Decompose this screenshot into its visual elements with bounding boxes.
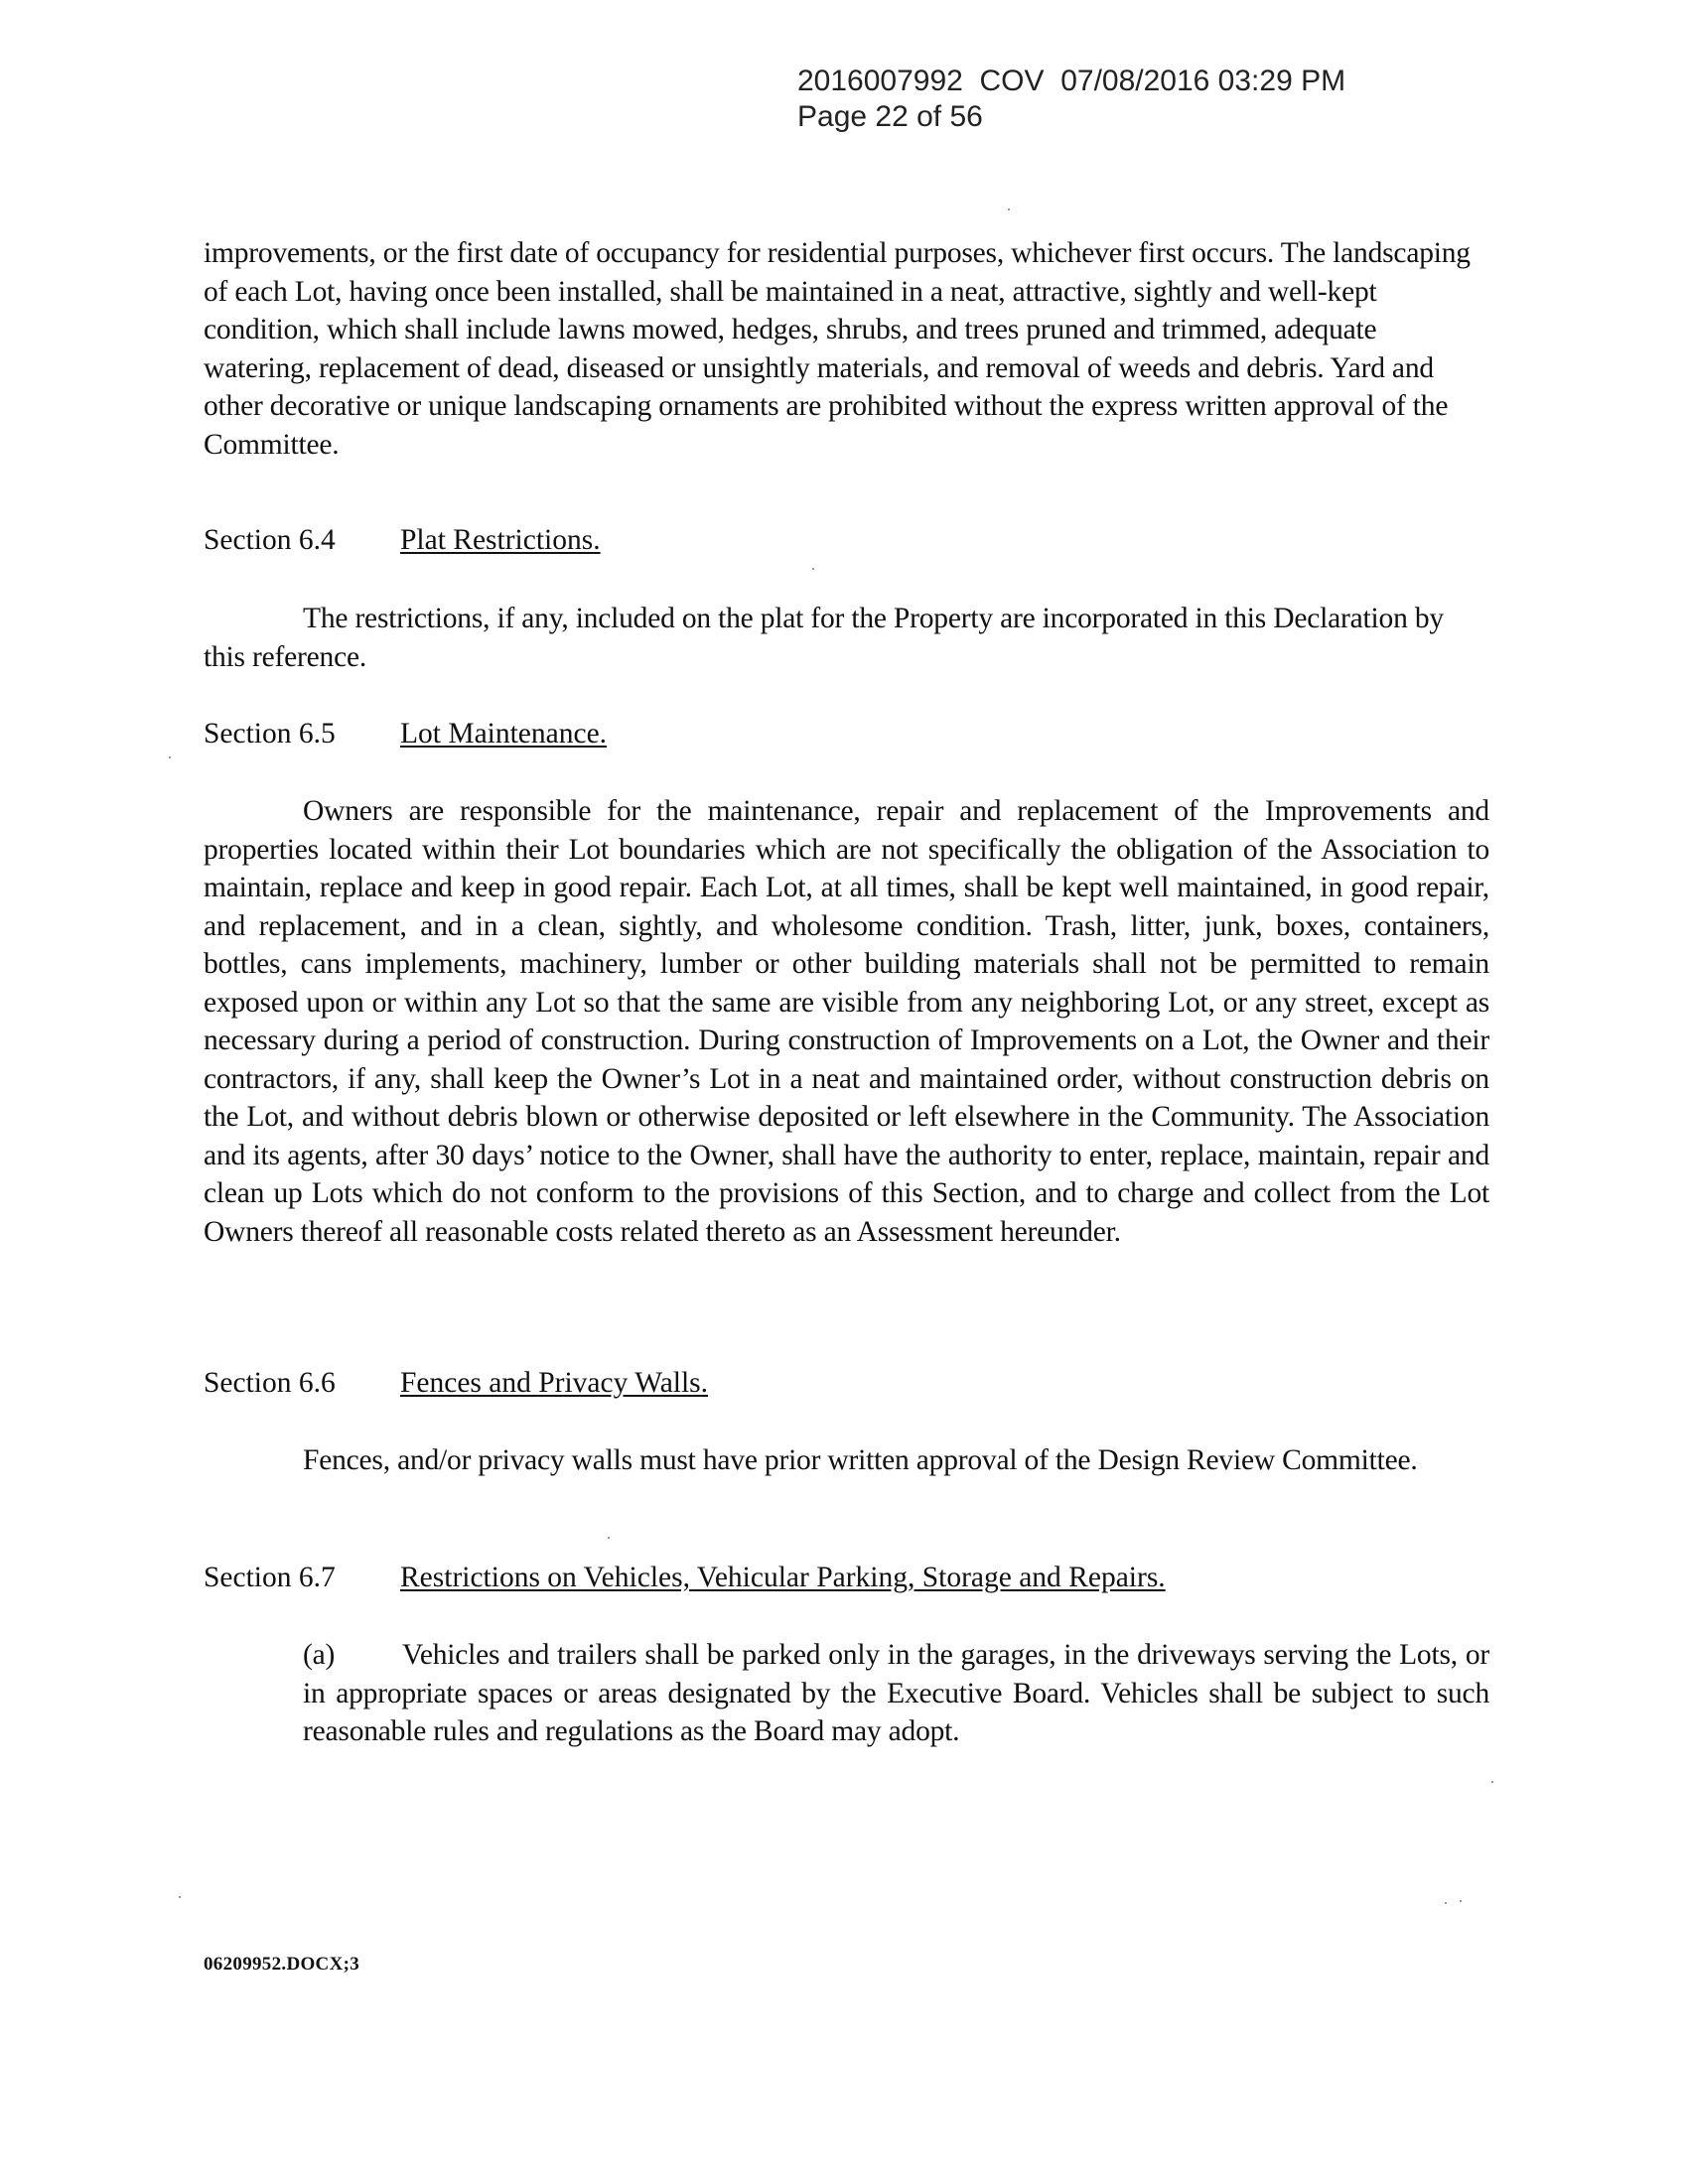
section-number: Section 6.7 [204,1562,336,1593]
scan-speck [1008,208,1010,210]
section-title: Lot Maintenance. [400,718,608,750]
scan-speck [812,568,814,570]
section-title: Fences and Privacy Walls. [400,1367,709,1399]
page-number: Page 22 of 56 [797,100,983,133]
section-6-4-heading [204,521,601,559]
section-title: Plat Restrictions. [400,524,601,556]
section-6-7-item-a [303,1636,1489,1751]
section-number: Section 6.4 [204,524,336,556]
scan-speck [1491,1781,1493,1783]
scan-speck [1460,1900,1462,1902]
scan-speck [1445,1902,1447,1904]
section-6-6-body: Fences, and/or privacy walls must have prior written approval of the Design Review Committee. [303,1444,1418,1476]
section-6-7-heading [204,1559,1166,1596]
scan-speck [169,756,171,758]
recording-number: 2016007992 COV 07/08/2016 03:29 PM [797,65,1346,97]
section-number: Section 6.5 [204,718,336,750]
section-title: Restrictions on Vehicles, Vehicular Parking, Storage and Repairs. [400,1562,1166,1593]
item-label: (a) [303,1639,336,1671]
section-number: Section 6.6 [204,1367,336,1399]
intro-paragraph: improvements, or the first date of occupancy for residential purposes, whichever first occurs. The landscaping of each Lot, having once been installed, shall be maintained in a neat, attractive, sightly and well-kept condition, which shall include lawns mowed, hedges, shrubs, and trees pruned and trimmed, adequate watering, replacement of dead, diseased or unsightly materials, and removal of weeds and debris. Yard and other decorative or unique landscaping ornaments are prohibited without the express written approval of the Committee. [204,237,1471,461]
section-6-6-heading [204,1364,708,1402]
scan-speck [608,1537,610,1539]
section-6-5-heading [204,715,607,752]
section-6-4-body: The restrictions, if any, included on the plat for the Property are incorporated in this Declaration by this reference. [204,603,1444,673]
recording-stamp [797,64,1345,135]
section-6-5-body: Owners are responsible for the maintenance, repair and replacement of the Improvements and properties located within their Lot boundaries which are not specifically the obligation of the Association to maintain, replace and keep in good repair. Each Lot, at all times, shall be kept well maintained, in good repair, and replacement, and in a clean, sightly, and wholesome condition. Trash, litter, junk, boxes, containers, bottles, cans implements, machinery, lumber or other building materials shall not be permitted to remain exposed upon or within any Lot so that the same are visible from any neighboring Lot, or any street, except as necessary during a period of construction. During construction of Improvements on a Lot, the Owner and their contractors, if any, shall keep the Owner’s Lot in a neat and maintained order, without construction debris on the Lot, and without debris blown or otherwise deposited or left elsewhere in the Community. The Association and its agents, after 30 days’ notice to the Owner, shall have the authority to enter, replace, maintain, repair and clean up Lots which do not conform to the provisions of this Section, and to charge and collect from the Lot Owners thereof all reasonable costs related thereto as an Assessment hereunder. [204,795,1489,1248]
document-id: 06209952.DOCX;3 [204,1954,360,1975]
scan-speck [179,1896,181,1898]
item-text: Vehicles and trailers shall be parked only in the garages, in the driveways serving the Lots, or in appropriate spaces or areas designated by the Executive Board. Vehicles shall be subject to such reasonable rules and regulations as the Board may adopt. [303,1639,1489,1747]
